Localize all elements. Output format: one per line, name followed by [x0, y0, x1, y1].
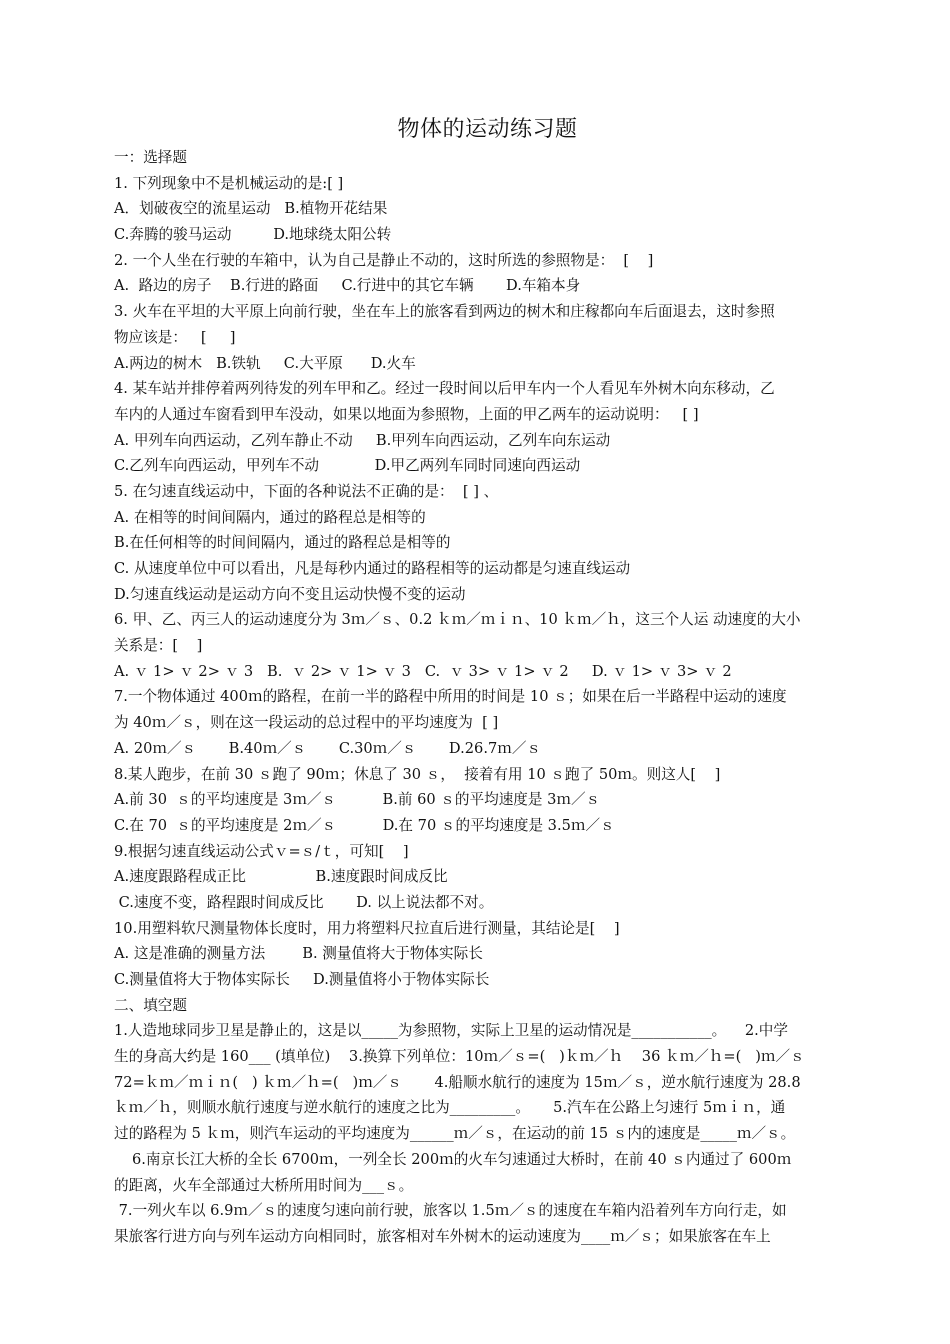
text-line: 1. 下列现象中不是机械运动的是:[ ]: [114, 174, 344, 192]
text-line: 生的身高大约是 160___ (填单位) 3.换算下列单位：10ｍ／ｓ=( )ｋｍ／ｈ 36 ｋｍ／ｈ=( )ｍ／ｓ: [114, 1048, 805, 1066]
document-body: [114, 145, 864, 1250]
text-line: A. 路边的房子 B.行进的路面 C.行进中的其它车辆 D.车箱本身: [114, 277, 581, 295]
text-line: 车内的人通过车窗看到甲车没动，如果以地面为参照物，上面的甲乙两车的运动说明： [ ]: [114, 405, 699, 423]
text-line: C.测量值将大于物体实际长 D.测量值将小于物体实际长: [114, 971, 490, 988]
text-line: 9.根据匀速直线运动公式ｖ=ｓ/ｔ，可知[ ]: [114, 842, 409, 860]
text-line: 2. 一个人坐在行驶的车箱中，认为自己是静止不动的，这时所选的参照物是： [ ]: [114, 251, 654, 269]
text-line: A.速度跟路程成正比 B.速度跟时间成反比: [114, 868, 448, 886]
text-line: 7.一个物体通过 400ｍ的路程，在前一半的路程中所用的时间是 10 ｓ；如果在后一半路程中运动的速度: [114, 688, 787, 706]
text-line: 1.人造地球同步卫星是静止的，这是以_____为参照物，实际上卫星的运动情况是___________。 2.中学: [114, 1022, 788, 1040]
text-line: A.两边的树木 B.铁轨 C.大平原 D.火车: [114, 354, 416, 372]
text-line: 5. 在匀速直线运动中，下面的各种说法不正确的是： [ ] 、: [114, 482, 499, 500]
text-line: 6.南京长江大桥的全长 6700ｍ，一列全长 200ｍ的火车匀速通过大桥时，在前 40 ｓ内通过了 600ｍ: [132, 1150, 792, 1168]
text-line: 二、填空题: [114, 996, 187, 1014]
text-line: 4. 某车站并排停着两列待发的列车甲和乙。经过一段时间以后甲车内一个人看见车外树木向东移动，乙: [114, 380, 775, 398]
text-line: C.奔腾的骏马运动 D.地球绕太阳公转: [114, 226, 392, 244]
text-line: 6. 甲、乙、丙三人的运动速度分为 3ｍ／ｓ、0.2 ｋｍ／ｍｉｎ、10 ｋｍ／ｈ，这三个人运 动速度的大小: [114, 611, 801, 629]
text-line: ｋｍ／ｈ，则顺水航行速度与逆水航行的速度之比为_________。 5.汽车在公路上匀速行 5ｍｉｎ，通: [114, 1099, 786, 1117]
text-line: 一：选择题: [114, 149, 187, 166]
text-line: C.乙列车向西运动，甲列车不动 D.甲乙两列车同时同速向西运动: [114, 457, 581, 475]
text-line: A.前 30 ｓ的平均速度是 3ｍ／ｓ B.前 60 ｓ的平均速度是 3ｍ／ｓ: [114, 791, 601, 809]
document-title: 物体的运动练习题: [397, 117, 578, 142]
text-line: A. ｖ 1> ｖ 2> ｖ 3 B. ｖ 2> ｖ 1> ｖ 3 C. ｖ 3> ｖ 1> ｖ 2 D. ｖ 1> ｖ 3> ｖ 2: [114, 662, 732, 680]
text-line: C. 从速度单位中可以看出，凡是每秒内通过的路程相等的运动都是匀速直线运动: [114, 560, 631, 577]
text-line: 果旅客行进方向与列车运动方向相同时，旅客相对车外树木的运动速度为____ｍ／ｓ；如果旅客在车上: [114, 1227, 771, 1245]
text-line: B.在任何相等的时间间隔内，通过的路程总是相等的: [114, 534, 451, 552]
text-line: 72=ｋｍ／ｍｉｎ( ) ｋｍ／ｈ=( )ｍ／ｓ 4.船顺水航行的速度为 15ｍ／ｓ，逆水航行速度为 28.8: [114, 1073, 801, 1091]
text-line: D.匀速直线运动是运动方向不变且运动快慢不变的运动: [114, 585, 466, 603]
text-line: 为 40ｍ／ｓ，则在这一段运动的总过程中的平均速度为 [ ]: [114, 714, 499, 732]
text-line: 10.用塑料软尺测量物体长度时，用力将塑料尺拉直后进行测量，其结论是[ ]: [114, 919, 620, 937]
text-line: 关系是：[ ]: [114, 637, 203, 655]
text-line: 8.某人跑步，在前 30 ｓ跑了 90ｍ；休息了 30 ｓ， 接着有用 10 ｓ跑了 50ｍ。则这人[ ]: [114, 765, 721, 783]
text-line: A. 在相等的时间间隔内，通过的路程总是相等的: [114, 508, 426, 526]
text-line: A. 这是准确的测量方法 B. 测量值将大于物体实际长: [114, 945, 483, 963]
text-line: 物应该是： [ ]: [114, 328, 236, 346]
text-line: C.速度不变，路程跟时间成反比 D. 以上说法都不对。: [114, 893, 494, 911]
text-line: A．划破夜空的流星运动 B.植物开花结果: [114, 200, 388, 218]
text-line: A. 甲列车向西运动，乙列车静止不动 B.甲列车向西运动，乙列车向东运动: [114, 431, 611, 449]
text-line: 3. 火车在平坦的大平原上向前行驶，坐在车上的旅客看到两边的树木和庄稼都向车后面退去，这时参照: [114, 303, 775, 321]
text-line: 7.一列火车以 6.9ｍ／ｓ的速度匀速向前行驶，旅客以 1.5ｍ／ｓ的速度在车箱内沿着列车方向行走，如: [114, 1202, 787, 1220]
text-line: 过的路程为 5 ｋｍ，则汽车运动的平均速度为______ｍ／ｓ，在运动的前 15 ｓ内的速度是_____ｍ／ｓ。: [114, 1125, 796, 1143]
text-line: 的距离，火车全部通过大桥所用时间为___ｓ。: [114, 1176, 414, 1194]
text-line: C.在 70 ｓ的平均速度是 2ｍ／ｓ D.在 70 ｓ的平均速度是 3.5ｍ／ｓ: [114, 816, 615, 834]
text-line: A. 20ｍ／ｓ B.40ｍ／ｓ C.30ｍ／ｓ D.26.7ｍ／ｓ: [114, 739, 542, 757]
